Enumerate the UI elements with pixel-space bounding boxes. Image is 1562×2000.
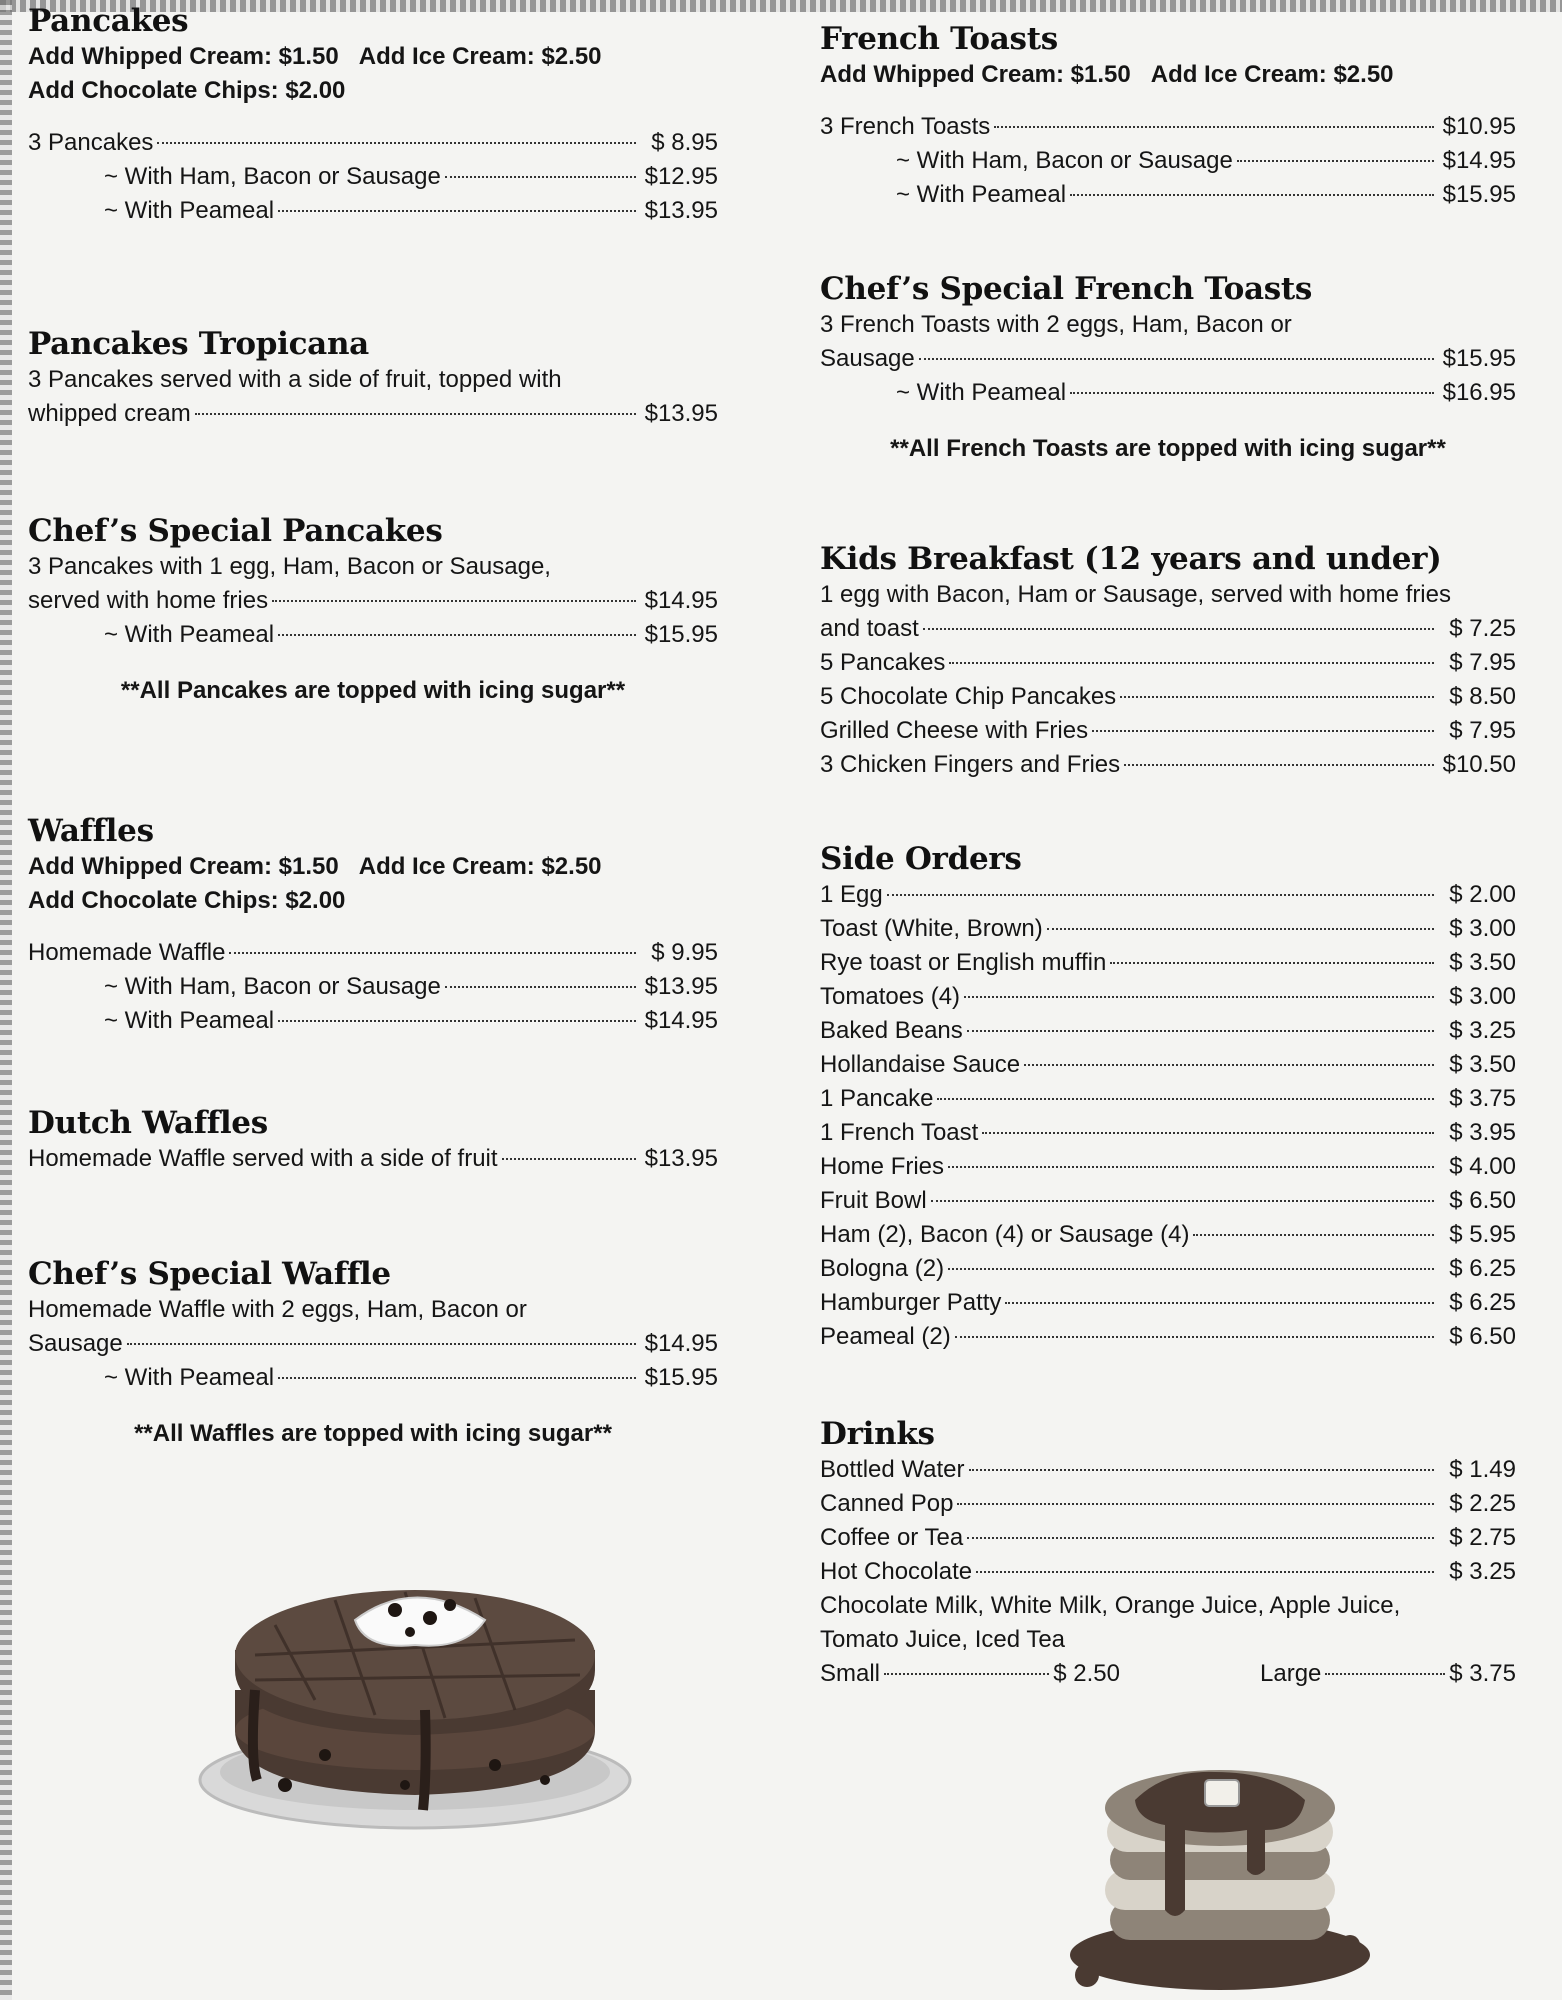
menu-item bbox=[820, 1521, 1516, 1555]
item-name: Sausage bbox=[28, 1330, 123, 1357]
item-name: 5 Chocolate Chip Pancakes bbox=[820, 683, 1117, 710]
menu-item bbox=[28, 397, 718, 431]
leader-dots bbox=[445, 176, 636, 178]
item-price: $15.95 bbox=[1442, 345, 1516, 372]
menu-item bbox=[28, 1327, 718, 1361]
item-price: $10.50 bbox=[1442, 751, 1516, 778]
leader-dots bbox=[887, 894, 1434, 896]
menu-item bbox=[820, 1555, 1516, 1589]
item-name: whipped cream bbox=[28, 400, 191, 427]
leader-dots bbox=[923, 628, 1434, 630]
item-name: 3 Pancakes bbox=[28, 129, 154, 156]
menu-item bbox=[28, 160, 718, 194]
item-price: $ 3.75 bbox=[1449, 1660, 1516, 1687]
french-toasts-section bbox=[820, 20, 1520, 212]
menu-item bbox=[820, 878, 1516, 912]
leader-dots bbox=[278, 634, 636, 636]
leader-dots bbox=[1070, 194, 1434, 196]
dutch-waffles-section bbox=[28, 1104, 728, 1176]
leader-dots bbox=[502, 1158, 636, 1160]
item-name: Hamburger Patty bbox=[820, 1289, 1002, 1316]
item-price: $13.95 bbox=[644, 400, 718, 427]
chefs-special-french-toasts-section bbox=[820, 270, 1520, 466]
item-name: ~ With Peameal bbox=[104, 1364, 275, 1391]
pancakes-section bbox=[28, 2, 728, 228]
item-name: Rye toast or English muffin bbox=[820, 949, 1107, 976]
item-price: $14.95 bbox=[644, 1007, 718, 1034]
section-title: Pancakes Tropicana bbox=[28, 326, 369, 362]
size-price-row bbox=[820, 1657, 1516, 1691]
item-description: 3 Pancakes served with a side of fruit, topped with bbox=[28, 366, 562, 393]
leader-dots bbox=[919, 358, 1434, 360]
section-title: Pancakes bbox=[28, 3, 189, 39]
menu-item bbox=[820, 1320, 1516, 1354]
leader-dots bbox=[884, 1673, 1049, 1675]
item-name: Tomatoes (4) bbox=[820, 983, 961, 1010]
item-name: 1 French Toast bbox=[820, 1119, 979, 1146]
item-price: $ 3.00 bbox=[1449, 983, 1516, 1010]
item-price: $15.95 bbox=[644, 621, 718, 648]
menu-item bbox=[28, 1361, 718, 1395]
item-description: 3 Pancakes with 1 egg, Ham, Bacon or Sausage, bbox=[28, 553, 551, 580]
item-price: $ 6.50 bbox=[1449, 1323, 1516, 1350]
item-name: Bologna (2) bbox=[820, 1255, 945, 1282]
pancakes-tropicana-section bbox=[28, 325, 728, 431]
waffles-section bbox=[28, 812, 728, 1038]
menu-item bbox=[820, 1286, 1516, 1320]
item-name: Coffee or Tea bbox=[820, 1524, 964, 1551]
menu-item bbox=[820, 980, 1516, 1014]
section-title: Drinks bbox=[820, 1416, 935, 1452]
leader-dots bbox=[1120, 696, 1434, 698]
section-title: Chef’s Special Waffle bbox=[28, 1256, 391, 1292]
menu-item bbox=[28, 194, 718, 228]
item-price: $ 6.50 bbox=[1449, 1187, 1516, 1214]
item-price: $ 1.49 bbox=[1449, 1456, 1516, 1483]
leader-dots bbox=[967, 1537, 1434, 1539]
leader-dots bbox=[1237, 160, 1434, 162]
leader-dots bbox=[157, 142, 636, 144]
menu-item bbox=[820, 110, 1516, 144]
item-description: Chocolate Milk, White Milk, Orange Juice, Apple Juice, bbox=[820, 1592, 1401, 1619]
leader-dots bbox=[278, 1377, 636, 1379]
leader-dots bbox=[1325, 1673, 1445, 1675]
menu-item bbox=[820, 1453, 1516, 1487]
item-description: 1 egg with Bacon, Ham or Sausage, served with home fries bbox=[820, 581, 1451, 608]
leader-dots bbox=[1092, 730, 1434, 732]
leader-dots bbox=[949, 662, 1434, 664]
section-title: Side Orders bbox=[820, 841, 1022, 877]
leader-dots bbox=[278, 1020, 636, 1022]
addons bbox=[28, 850, 728, 918]
item-price: $ 8.50 bbox=[1449, 683, 1516, 710]
item-name: Hollandaise Sauce bbox=[820, 1051, 1021, 1078]
item-price: $ 2.25 bbox=[1449, 1490, 1516, 1517]
item-name: 5 Pancakes bbox=[820, 649, 946, 676]
menu-item bbox=[820, 912, 1516, 946]
menu-item bbox=[820, 1252, 1516, 1286]
leader-dots bbox=[127, 1343, 636, 1345]
leader-dots bbox=[1024, 1064, 1434, 1066]
item-name: Homemade Waffle bbox=[28, 939, 226, 966]
menu-item bbox=[820, 1150, 1516, 1184]
menu-item bbox=[820, 612, 1516, 646]
waffle-stack-icon bbox=[195, 1580, 635, 1840]
side-orders-section bbox=[820, 840, 1520, 1354]
item-name: Home Fries bbox=[820, 1153, 945, 1180]
addons bbox=[28, 40, 728, 108]
leader-dots bbox=[272, 600, 636, 602]
item-name: ~ With Peameal bbox=[104, 197, 275, 224]
item-name: 3 French Toasts bbox=[820, 113, 991, 140]
leader-dots bbox=[195, 413, 636, 415]
section-title: Dutch Waffles bbox=[28, 1105, 268, 1141]
item-name: Homemade Waffle served with a side of fruit bbox=[28, 1145, 498, 1172]
item-price: $ 6.25 bbox=[1449, 1255, 1516, 1282]
item-price: $ 3.25 bbox=[1449, 1558, 1516, 1585]
addon: Add Whipped Cream: $1.50 bbox=[820, 61, 1131, 88]
item-name: ~ With Ham, Bacon or Sausage bbox=[104, 973, 441, 1000]
item-name: Canned Pop bbox=[820, 1490, 954, 1517]
menu-item bbox=[820, 1487, 1516, 1521]
menu-item bbox=[820, 680, 1516, 714]
leader-dots bbox=[1005, 1302, 1434, 1304]
menu-item bbox=[820, 714, 1516, 748]
item-price: $ 6.25 bbox=[1449, 1289, 1516, 1316]
item-name: Grilled Cheese with Fries bbox=[820, 717, 1089, 744]
item-name: Toast (White, Brown) bbox=[820, 915, 1043, 942]
item-name: ~ With Peameal bbox=[104, 621, 275, 648]
item-price: $ 7.95 bbox=[1449, 649, 1516, 676]
item-price: $14.95 bbox=[644, 587, 718, 614]
leader-dots bbox=[278, 210, 636, 212]
leader-dots bbox=[1124, 764, 1434, 766]
section-title: Kids Breakfast (12 years and under) bbox=[820, 541, 1442, 577]
item-price: $ 3.00 bbox=[1449, 915, 1516, 942]
addon: Add Ice Cream: $2.50 bbox=[358, 43, 602, 70]
item-price: $ 3.95 bbox=[1449, 1119, 1516, 1146]
item-name: Fruit Bowl bbox=[820, 1187, 927, 1214]
item-price: $ 8.95 bbox=[651, 129, 718, 156]
item-description: Tomato Juice, Iced Tea bbox=[820, 1626, 1066, 1653]
item-name: 3 Chicken Fingers and Fries bbox=[820, 751, 1121, 778]
item-name: Ham (2), Bacon (4) or Sausage (4) bbox=[820, 1221, 1190, 1248]
small-price bbox=[820, 1657, 1120, 1691]
menu-item bbox=[820, 1184, 1516, 1218]
item-name: ~ With Peameal bbox=[896, 379, 1067, 406]
item-description: Homemade Waffle with 2 eggs, Ham, Bacon or bbox=[28, 1296, 527, 1323]
menu-item bbox=[820, 1082, 1516, 1116]
menu-item bbox=[28, 1142, 718, 1176]
item-price: $ 4.00 bbox=[1449, 1153, 1516, 1180]
drinks-section bbox=[820, 1415, 1520, 1691]
menu-item bbox=[28, 618, 718, 652]
kids-breakfast-section bbox=[820, 540, 1520, 782]
leader-dots bbox=[969, 1469, 1434, 1471]
item-price: $14.95 bbox=[644, 1330, 718, 1357]
addon: Add Ice Cream: $2.50 bbox=[1150, 61, 1394, 88]
item-price: $15.95 bbox=[644, 1364, 718, 1391]
icing-sugar-note: **All Waffles are topped with icing sugar** bbox=[134, 1420, 612, 1447]
menu-item bbox=[820, 1014, 1516, 1048]
menu-item bbox=[28, 936, 718, 970]
menu-item bbox=[820, 946, 1516, 980]
item-price: $15.95 bbox=[1442, 181, 1516, 208]
menu-item bbox=[820, 342, 1516, 376]
menu-item bbox=[820, 1116, 1516, 1150]
icing-sugar-note: **All French Toasts are topped with icing sugar** bbox=[890, 435, 1446, 462]
item-name: Bottled Water bbox=[820, 1456, 965, 1483]
leader-dots bbox=[964, 996, 1434, 998]
item-price: $ 2.00 bbox=[1449, 881, 1516, 908]
item-price: $ 3.50 bbox=[1449, 1051, 1516, 1078]
item-price: $16.95 bbox=[1442, 379, 1516, 406]
section-title: Chef’s Special Pancakes bbox=[28, 513, 443, 549]
size-label: Small bbox=[820, 1660, 881, 1687]
menu-item bbox=[820, 376, 1516, 410]
addons bbox=[820, 58, 1520, 92]
item-price: $ 7.25 bbox=[1449, 615, 1516, 642]
leader-dots bbox=[967, 1030, 1434, 1032]
item-price: $13.95 bbox=[644, 197, 718, 224]
item-name: served with home fries bbox=[28, 587, 269, 614]
icing-sugar-note: **All Pancakes are topped with icing sugar** bbox=[120, 677, 626, 704]
dotted-left-border bbox=[0, 0, 12, 2000]
item-price: $12.95 bbox=[644, 163, 718, 190]
menu-item bbox=[28, 970, 718, 1004]
item-price: $14.95 bbox=[1442, 147, 1516, 174]
menu-item bbox=[820, 1048, 1516, 1082]
addon: Add Ice Cream: $2.50 bbox=[358, 853, 602, 880]
menu-item bbox=[28, 126, 718, 160]
chefs-special-pancakes-section bbox=[28, 512, 728, 708]
item-description: 3 French Toasts with 2 eggs, Ham, Bacon or bbox=[820, 311, 1292, 338]
item-name: Hot Chocolate bbox=[820, 1558, 973, 1585]
item-price: $ 3.50 bbox=[1449, 949, 1516, 976]
item-price: $13.95 bbox=[644, 973, 718, 1000]
leader-dots bbox=[955, 1336, 1434, 1338]
addon: Add Chocolate Chips: $2.00 bbox=[28, 887, 346, 914]
leader-dots bbox=[976, 1571, 1434, 1573]
leader-dots bbox=[994, 126, 1434, 128]
item-name: ~ With Ham, Bacon or Sausage bbox=[104, 163, 441, 190]
leader-dots bbox=[1193, 1234, 1434, 1236]
item-price: $ 2.75 bbox=[1449, 1524, 1516, 1551]
item-price: $13.95 bbox=[644, 1145, 718, 1172]
item-price: $ 2.50 bbox=[1053, 1660, 1120, 1687]
item-name: 1 Pancake bbox=[820, 1085, 934, 1112]
item-name: Sausage bbox=[820, 345, 915, 372]
item-name: Peameal (2) bbox=[820, 1323, 951, 1350]
leader-dots bbox=[957, 1503, 1434, 1505]
item-name: ~ With Peameal bbox=[896, 181, 1067, 208]
menu-item bbox=[820, 646, 1516, 680]
item-price: $ 3.25 bbox=[1449, 1017, 1516, 1044]
leader-dots bbox=[931, 1200, 1434, 1202]
addon: Add Chocolate Chips: $2.00 bbox=[28, 77, 346, 104]
menu-item bbox=[820, 144, 1516, 178]
large-price bbox=[1260, 1657, 1516, 1691]
item-name: ~ With Ham, Bacon or Sausage bbox=[896, 147, 1233, 174]
section-title: Waffles bbox=[28, 813, 154, 849]
leader-dots bbox=[445, 986, 636, 988]
item-name: Baked Beans bbox=[820, 1017, 963, 1044]
menu-item bbox=[28, 1004, 718, 1038]
leader-dots bbox=[982, 1132, 1434, 1134]
leader-dots bbox=[1047, 928, 1434, 930]
item-price: $10.95 bbox=[1442, 113, 1516, 140]
pancake-stack-icon bbox=[1065, 1760, 1375, 2000]
chefs-special-waffle-section bbox=[28, 1255, 728, 1451]
addon: Add Whipped Cream: $1.50 bbox=[28, 853, 339, 880]
leader-dots bbox=[1110, 962, 1434, 964]
leader-dots bbox=[229, 952, 636, 954]
menu-item bbox=[28, 584, 718, 618]
menu-item bbox=[820, 748, 1516, 782]
leader-dots bbox=[937, 1098, 1434, 1100]
leader-dots bbox=[948, 1268, 1434, 1270]
item-name: ~ With Peameal bbox=[104, 1007, 275, 1034]
section-title: French Toasts bbox=[820, 21, 1058, 57]
item-price: $ 5.95 bbox=[1449, 1221, 1516, 1248]
leader-dots bbox=[1070, 392, 1434, 394]
size-label: Large bbox=[1260, 1660, 1322, 1687]
item-name: and toast bbox=[820, 615, 919, 642]
menu-item bbox=[820, 178, 1516, 212]
leader-dots bbox=[948, 1166, 1434, 1168]
section-title: Chef’s Special French Toasts bbox=[820, 271, 1313, 307]
item-price: $ 7.95 bbox=[1449, 717, 1516, 744]
item-price: $ 9.95 bbox=[651, 939, 718, 966]
menu-item bbox=[820, 1218, 1516, 1252]
addon: Add Whipped Cream: $1.50 bbox=[28, 43, 339, 70]
item-price: $ 3.75 bbox=[1449, 1085, 1516, 1112]
item-name: 1 Egg bbox=[820, 881, 883, 908]
